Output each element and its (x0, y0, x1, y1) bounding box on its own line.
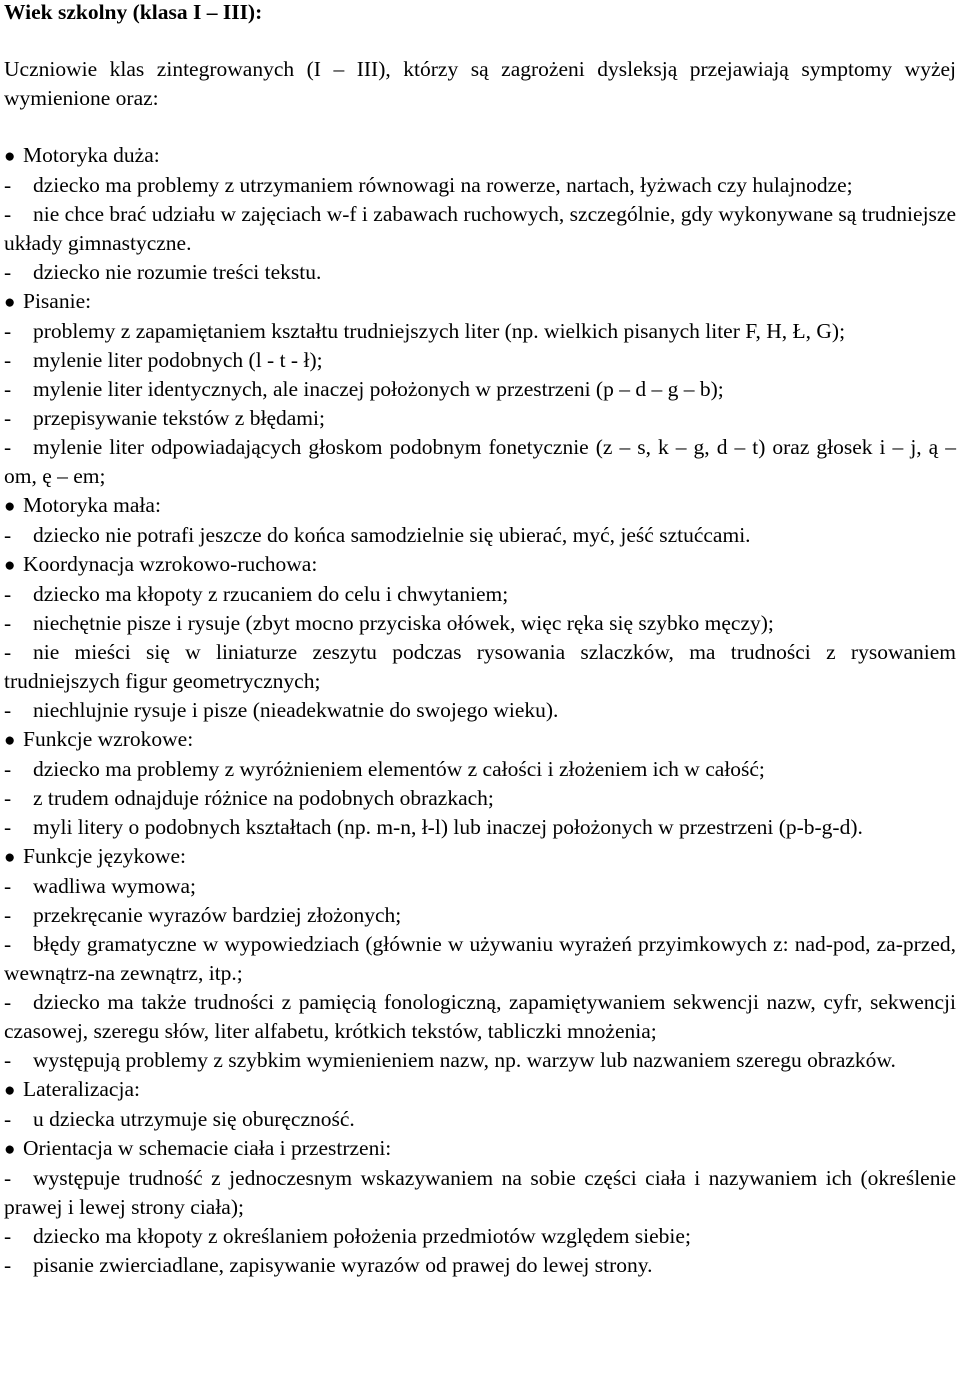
dash-marker: - (4, 1253, 12, 1277)
list-item (4, 375, 956, 404)
dash-marker: - (4, 406, 12, 430)
section-heading (4, 287, 956, 317)
list-item (4, 1164, 956, 1222)
dash-marker: - (4, 202, 12, 226)
section-heading-text: Koordynacja wzrokowo-ruchowa: (23, 552, 318, 576)
dash-marker: - (4, 173, 12, 197)
list-item-text: niechlujnie rysuje i pisze (nieadekwatnie do swojego wieku). (33, 698, 559, 722)
list-item-text: przepisywanie tekstów z błędami; (33, 406, 325, 430)
list-item (4, 988, 956, 1046)
dash-marker: - (4, 757, 12, 781)
dash-marker: - (4, 1107, 12, 1131)
section-heading-text: Pisanie: (23, 289, 92, 313)
section-heading (4, 1134, 956, 1164)
section-heading-text: Funkcje językowe: (23, 844, 186, 868)
dash-marker: - (4, 377, 12, 401)
section-heading (4, 842, 956, 872)
section-title: Wiek szkolny (klasa I – III): (4, 0, 263, 24)
bullet-icon: ● (4, 847, 16, 868)
dash-marker: - (4, 611, 12, 635)
dash-marker: - (4, 435, 12, 459)
dash-marker: - (4, 1166, 12, 1190)
list-item-text: dziecko ma problemy z wyróżnieniem elementów z całości i złożeniem ich w całość; (33, 757, 765, 781)
symptom-sections (4, 141, 956, 1280)
list-item (4, 1222, 956, 1251)
list-item-text: myli litery o podobnych kształtach (np. m-n, ł-l) lub inaczej położonych w przestrzeni (p-b-g-d). (33, 815, 863, 839)
dash-marker: - (4, 582, 12, 606)
list-item (4, 346, 956, 375)
section-heading-text: Funkcje wzrokowe: (23, 727, 194, 751)
list-item-text: pisanie zwierciadlane, zapisywanie wyrazów od prawej do lewej strony. (33, 1253, 653, 1277)
dash-marker: - (4, 990, 12, 1014)
list-item (4, 696, 956, 725)
dash-marker: - (4, 640, 12, 664)
list-item (4, 609, 956, 638)
dash-marker: - (4, 348, 12, 372)
list-item-text: dziecko ma także trudności z pamięcią fonologiczną, zapamiętywaniem sekwencji nazw, cyfr, sekwencji czasowej, szeregu słów, liter alfabetu, krótkich tekstów, tabliczki mnożenia; (4, 990, 956, 1043)
bullet-icon: ● (4, 1080, 16, 1101)
list-item-text: mylenie liter odpowiadających głoskom podobnym fonetycznie (z – s, k – g, d – t) oraz głosek i – j, ą – om, ę – em; (4, 435, 956, 488)
section-heading-text: Lateralizacja: (23, 1077, 140, 1101)
list-item-text: przekręcanie wyrazów bardziej złożonych; (33, 903, 402, 927)
list-item-text: występują problemy z szybkim wymienieniem nazw, np. warzyw lub nazwaniem szeregu obrazków. (33, 1048, 896, 1072)
list-item-text: występuje trudność z jednoczesnym wskazywaniem na sobie części ciała i nazywaniem ich (określenie prawej i lewej strony ciała); (4, 1166, 956, 1219)
list-item-text: dziecko nie potrafi jeszcze do końca samodzielnie się ubierać, myć, jeść sztućcami. (33, 523, 751, 547)
list-item (4, 433, 956, 491)
spacer (4, 113, 956, 141)
list-item-text: nie mieści się w liniaturze zeszytu podczas rysowania szlaczków, ma trudności z rysowaniem trudniejszych figur geometrycznych; (4, 640, 956, 693)
list-item (4, 521, 956, 550)
dash-marker: - (4, 698, 12, 722)
list-item (4, 813, 956, 842)
list-item (4, 171, 956, 200)
list-item (4, 784, 956, 813)
list-item (4, 404, 956, 433)
list-item-text: niechętnie pisze i rysuje (zbyt mocno przyciska ołówek, więc ręka się szybko męczy); (33, 611, 774, 635)
list-item (4, 1046, 956, 1075)
list-item-text: dziecko ma kłopoty z rzucaniem do celu i chwytaniem; (33, 582, 509, 606)
intro-paragraph: Uczniowie klas zintegrowanych (I – III), którzy są zagrożeni dysleksją przejawiają symptomy wyżej wymienione oraz: (4, 57, 956, 110)
list-item-text: dziecko ma problemy z utrzymaniem równowagi na rowerze, nartach, łyżwach czy hulajnodze; (33, 173, 853, 197)
dash-marker: - (4, 1224, 12, 1248)
list-item-text: błędy gramatyczne w wypowiedziach (głównie w używaniu wyrażeń przyimkowych z: nad-pod, za-przed, wewnątrz-na zewnątrz, itp.; (4, 932, 956, 985)
list-item-text: mylenie liter identycznych, ale inaczej położonych w przestrzeni (p – d – g – b); (33, 377, 724, 401)
list-item (4, 200, 956, 258)
dash-marker: - (4, 874, 12, 898)
section-heading (4, 550, 956, 580)
section-heading (4, 141, 956, 171)
dash-marker: - (4, 1048, 12, 1072)
dash-marker: - (4, 932, 12, 956)
section-heading (4, 1075, 956, 1105)
list-item (4, 901, 956, 930)
list-item (4, 755, 956, 784)
dash-marker: - (4, 786, 12, 810)
list-item (4, 872, 956, 901)
list-item-text: u dziecka utrzymuje się oburęczność. (33, 1107, 355, 1131)
bullet-icon: ● (4, 496, 16, 517)
section-heading (4, 725, 956, 755)
section-heading-text: Motoryka mała: (23, 493, 161, 517)
dash-marker: - (4, 319, 12, 343)
bullet-icon: ● (4, 146, 16, 167)
list-item (4, 638, 956, 696)
list-item (4, 580, 956, 609)
section-heading-text: Orientacja w schemacie ciała i przestrzeni: (23, 1136, 392, 1160)
dash-marker: - (4, 260, 12, 284)
list-item-text: z trudem odnajduje różnice na podobnych obrazkach; (33, 786, 494, 810)
list-item (4, 930, 956, 988)
bullet-icon: ● (4, 555, 16, 576)
list-item-text: nie chce brać udziału w zajęciach w-f i zabawach ruchowych, szczególnie, gdy wykonywane są trudniejsze układy gimnastyczne. (4, 202, 956, 255)
dash-marker: - (4, 903, 12, 927)
bullet-icon: ● (4, 292, 16, 313)
dash-marker: - (4, 815, 12, 839)
bullet-icon: ● (4, 1139, 16, 1160)
list-item-text: dziecko ma kłopoty z określaniem położenia przedmiotów względem siebie; (33, 1224, 691, 1248)
spacer (4, 27, 956, 55)
list-item (4, 1251, 956, 1280)
list-item-text: mylenie liter podobnych (l - t - ł); (33, 348, 323, 372)
bullet-icon: ● (4, 730, 16, 751)
list-item-text: problemy z zapamiętaniem kształtu trudniejszych liter (np. wielkich pisanych liter F, H, Ł, G); (33, 319, 846, 343)
list-item-text: wadliwa wymowa; (33, 874, 197, 898)
section-heading-text: Motoryka duża: (23, 143, 160, 167)
list-item (4, 1105, 956, 1134)
list-item (4, 317, 956, 346)
dash-marker: - (4, 523, 12, 547)
section-heading (4, 491, 956, 521)
list-item-text: dziecko nie rozumie treści tekstu. (33, 260, 322, 284)
list-item (4, 258, 956, 287)
